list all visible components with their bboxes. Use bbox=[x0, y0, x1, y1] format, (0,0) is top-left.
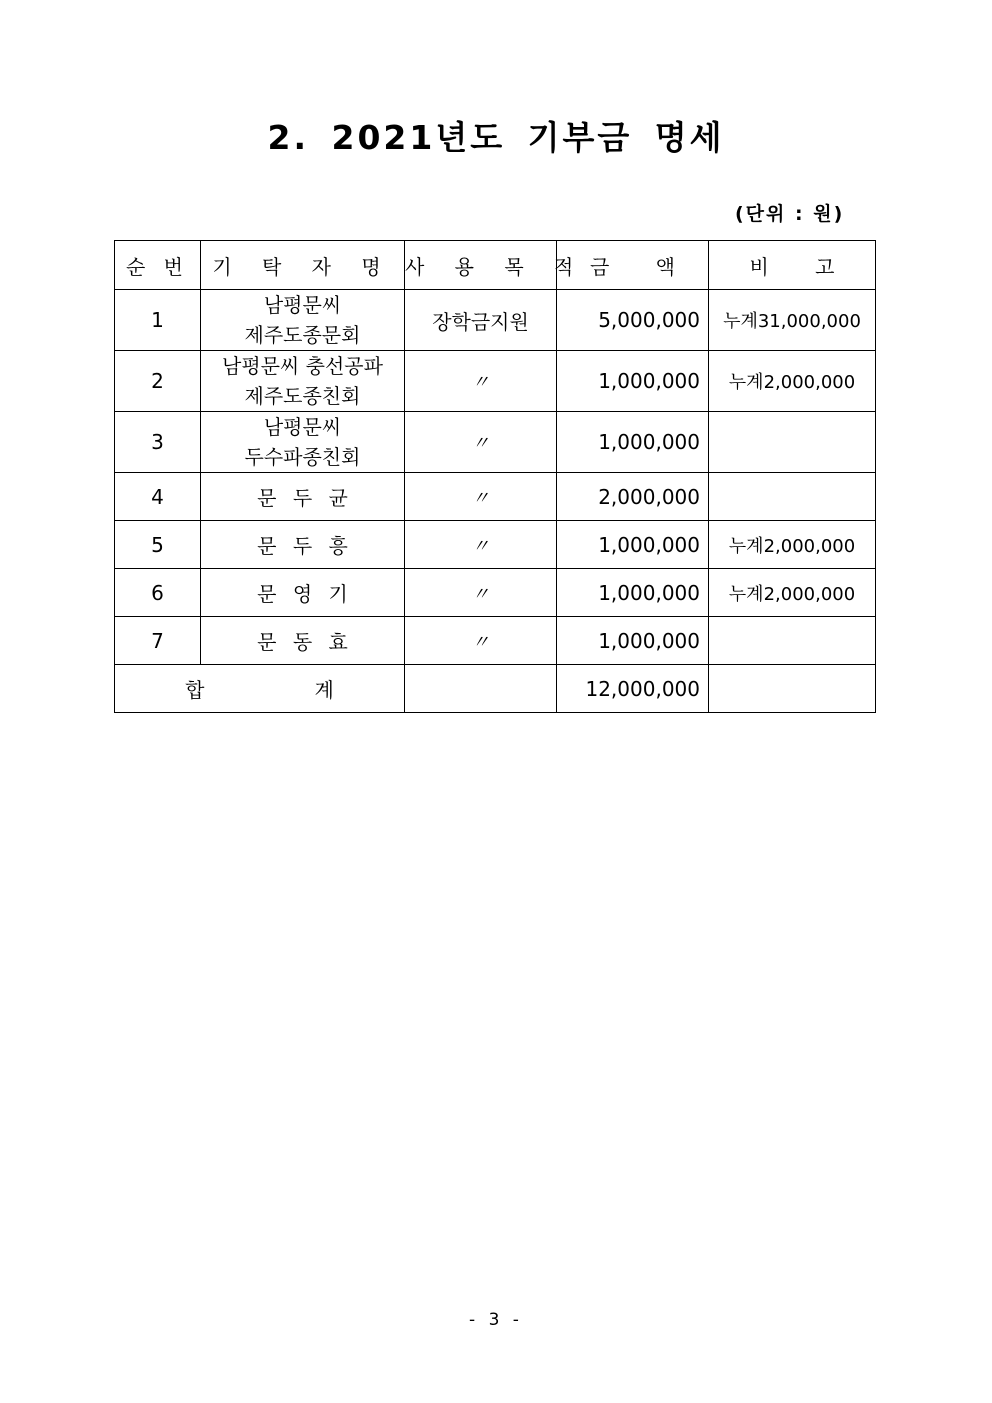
row-donor bbox=[201, 412, 405, 473]
row-amount: 2,000,000 bbox=[557, 473, 709, 521]
total-purpose bbox=[405, 665, 557, 713]
total-row bbox=[115, 665, 876, 713]
table-row bbox=[115, 412, 876, 473]
table-row bbox=[115, 351, 876, 412]
donor-line-2: 제주도종친회 bbox=[244, 384, 361, 408]
donor-line-2: 두수파종친회 bbox=[244, 445, 361, 469]
row-amount: 1,000,000 bbox=[557, 521, 709, 569]
row-remark bbox=[709, 412, 876, 473]
row-no: 4 bbox=[115, 473, 201, 521]
row-donor: 문 영 기 bbox=[201, 569, 405, 617]
row-purpose: 〃 bbox=[405, 521, 557, 569]
row-no: 5 bbox=[115, 521, 201, 569]
row-purpose: 〃 bbox=[405, 412, 557, 473]
donor-line-2: 제주도종문회 bbox=[244, 323, 361, 347]
row-remark bbox=[709, 617, 876, 665]
row-no: 1 bbox=[115, 290, 201, 351]
table-row bbox=[115, 569, 876, 617]
total-label-1: 합 bbox=[185, 678, 205, 702]
table-row bbox=[115, 521, 876, 569]
donor-line-1: 남평문씨 bbox=[263, 415, 342, 439]
row-amount: 1,000,000 bbox=[557, 351, 709, 412]
table-row bbox=[115, 473, 876, 521]
row-purpose: 장학금지원 bbox=[405, 290, 557, 351]
unit-label: (단위 : 원) bbox=[735, 203, 845, 225]
total-amount: 12,000,000 bbox=[557, 665, 709, 713]
row-purpose: 〃 bbox=[405, 473, 557, 521]
row-no: 7 bbox=[115, 617, 201, 665]
page-title: 2. 2021년도 기부금 명세 bbox=[267, 118, 725, 157]
row-donor bbox=[201, 290, 405, 351]
total-remark bbox=[709, 665, 876, 713]
row-amount: 1,000,000 bbox=[557, 617, 709, 665]
row-remark: 누계31,000,000 bbox=[709, 290, 876, 351]
total-label bbox=[115, 665, 405, 713]
table-row bbox=[115, 290, 876, 351]
row-purpose: 〃 bbox=[405, 569, 557, 617]
header-amount: 금 액 bbox=[557, 241, 709, 290]
donor-line-1: 남평문씨 충선공파 bbox=[222, 354, 383, 378]
header-no: 순 번 bbox=[115, 241, 201, 290]
page-number: - 3 - bbox=[469, 1310, 523, 1330]
row-donor: 문 두 흥 bbox=[201, 521, 405, 569]
row-no: 2 bbox=[115, 351, 201, 412]
row-purpose: 〃 bbox=[405, 617, 557, 665]
total-label-2: 계 bbox=[314, 678, 334, 702]
row-remark: 누계2,000,000 bbox=[709, 351, 876, 412]
table-row bbox=[115, 617, 876, 665]
row-amount: 1,000,000 bbox=[557, 569, 709, 617]
donor-line-1: 남평문씨 bbox=[263, 293, 342, 317]
row-remark: 누계2,000,000 bbox=[709, 569, 876, 617]
row-remark: 누계2,000,000 bbox=[709, 521, 876, 569]
row-donor: 문 동 효 bbox=[201, 617, 405, 665]
header-remark: 비 고 bbox=[709, 241, 876, 290]
header-purpose: 사 용 목 적 bbox=[405, 241, 557, 290]
header-donor: 기 탁 자 명 bbox=[201, 241, 405, 290]
row-no: 3 bbox=[115, 412, 201, 473]
row-no: 6 bbox=[115, 569, 201, 617]
row-amount: 5,000,000 bbox=[557, 290, 709, 351]
table-header-row bbox=[115, 241, 876, 290]
row-donor bbox=[201, 351, 405, 412]
row-remark bbox=[709, 473, 876, 521]
donation-table bbox=[114, 240, 876, 713]
row-donor: 문 두 균 bbox=[201, 473, 405, 521]
row-purpose: 〃 bbox=[405, 351, 557, 412]
row-amount: 1,000,000 bbox=[557, 412, 709, 473]
